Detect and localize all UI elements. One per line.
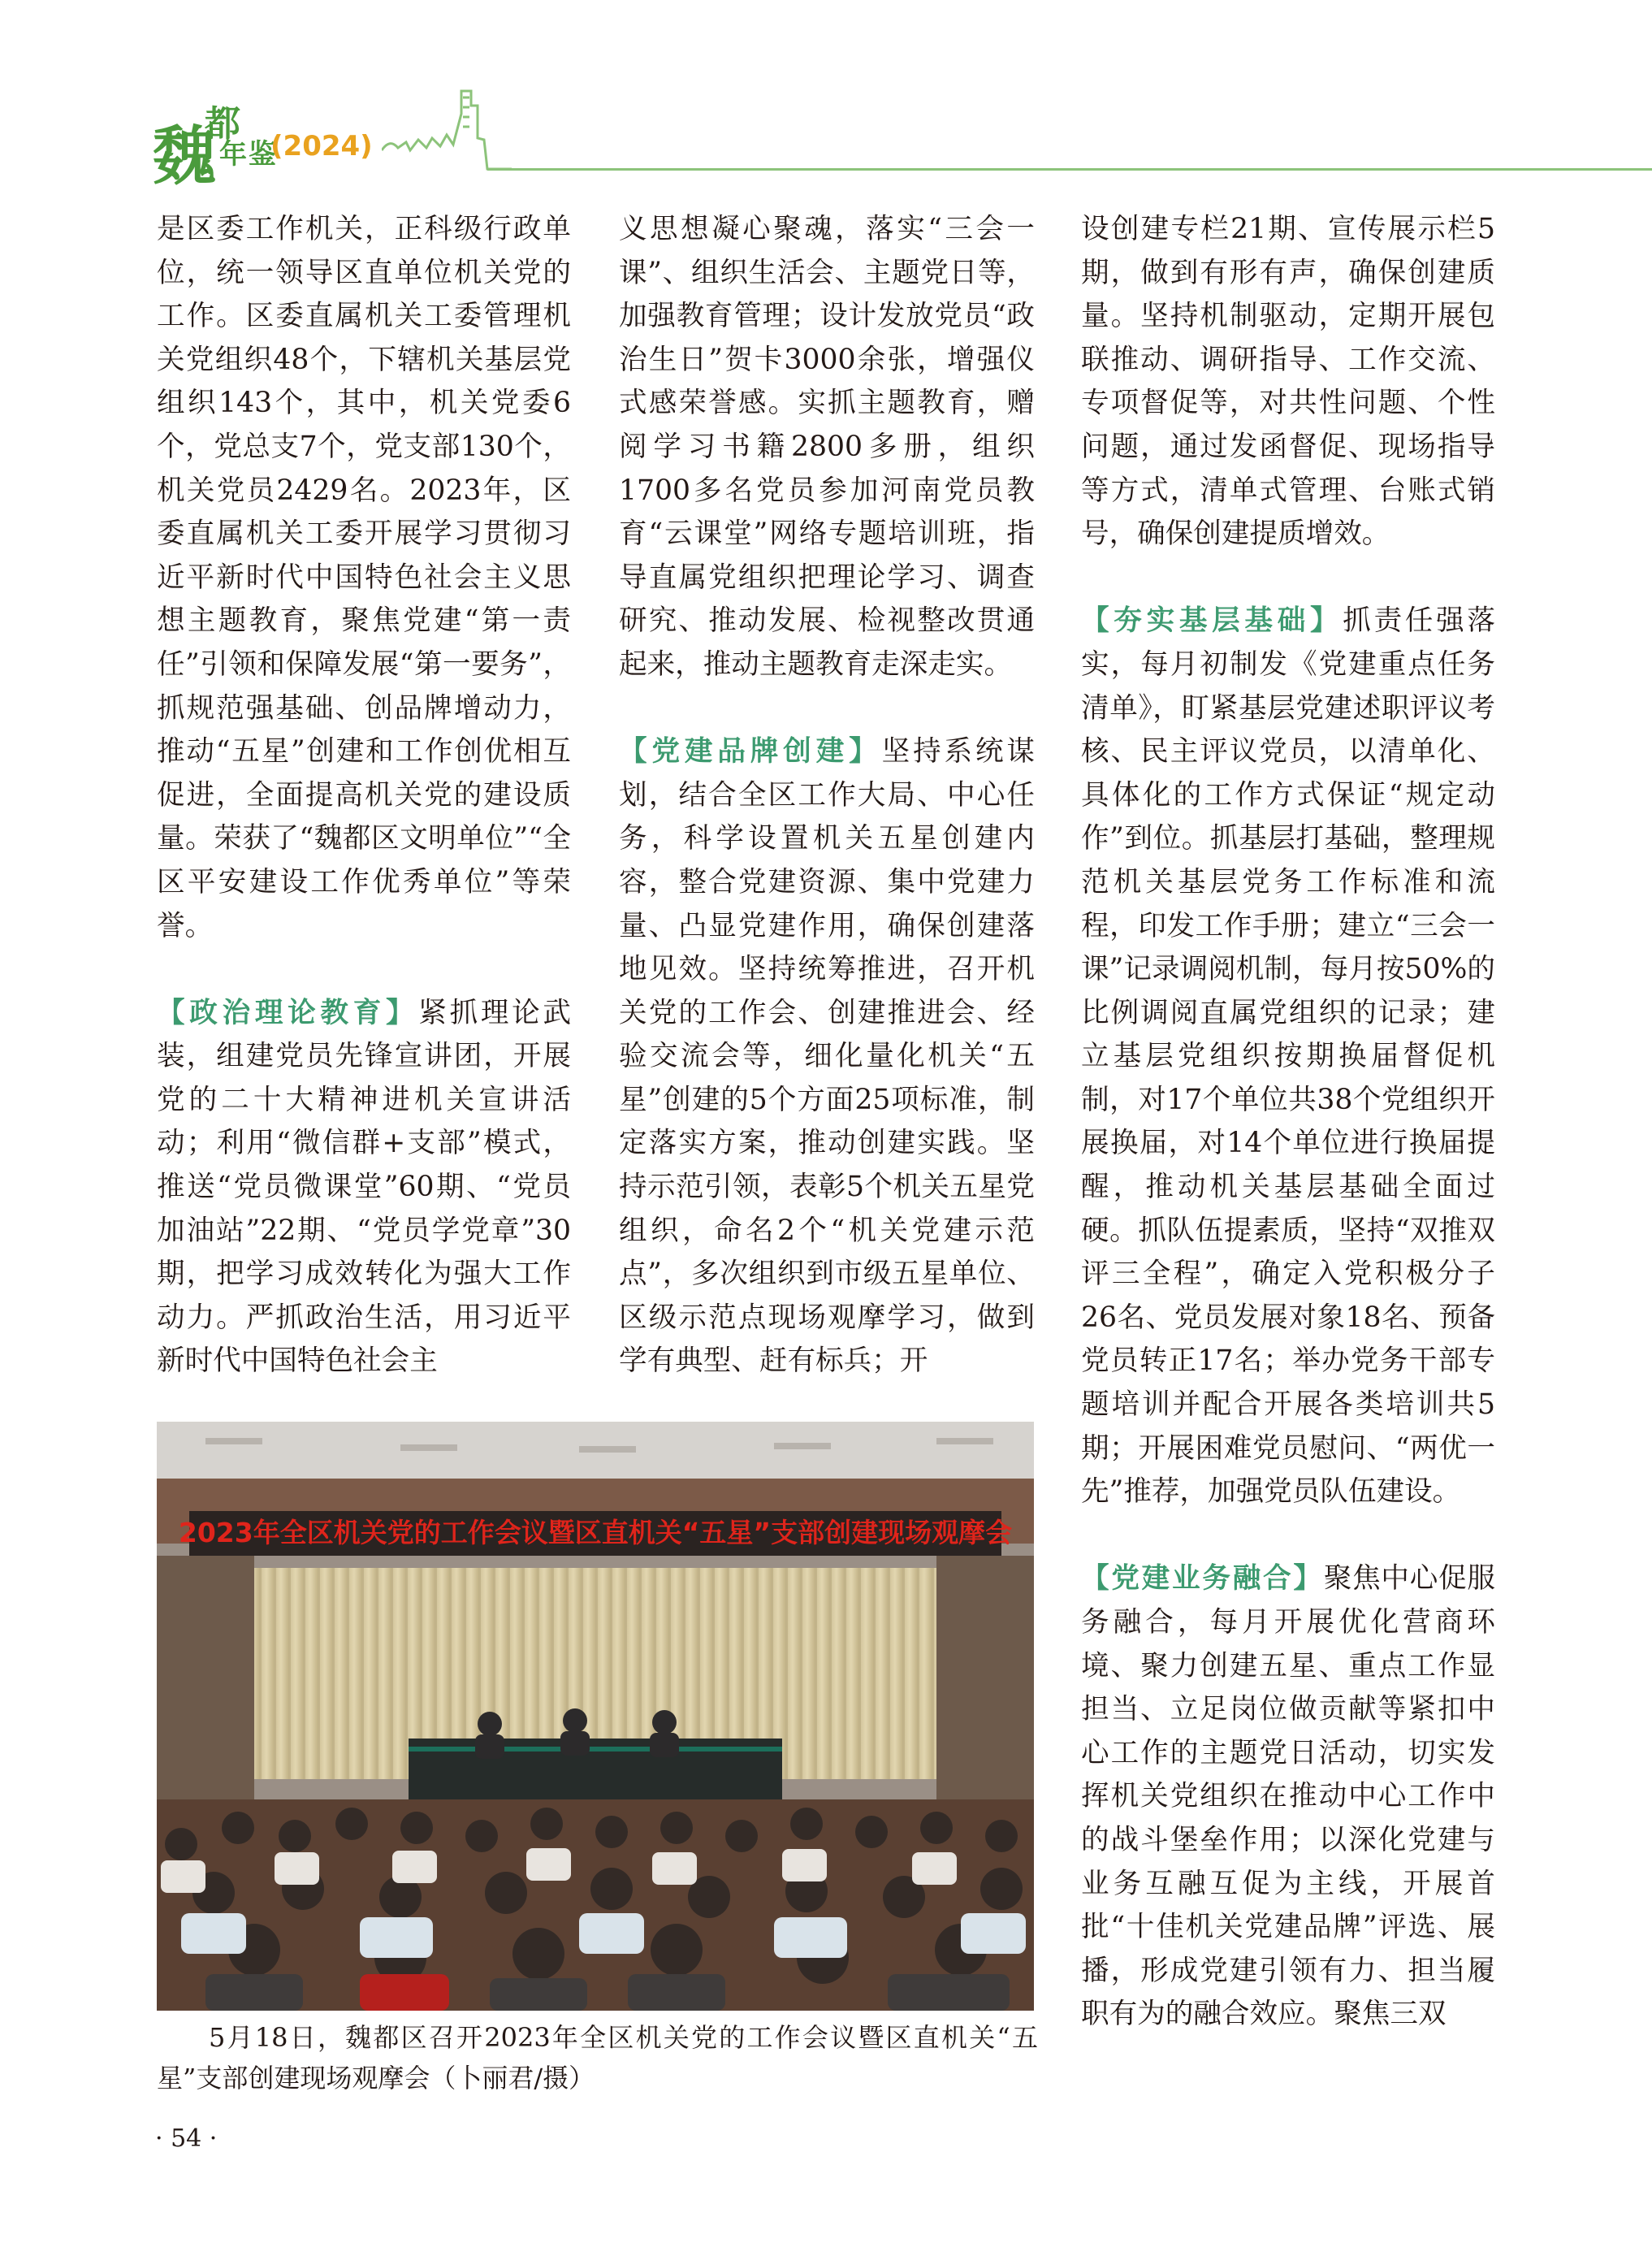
- banner-text: 2023年全区机关党的工作会议暨区直机关“五星”支部创建现场观摩会: [178, 1517, 1013, 1548]
- page-header: [0, 0, 1652, 195]
- logo-nianjian-text: 年鉴: [219, 138, 278, 171]
- paragraph-text: 聚焦中心促服务融合，每月开展优化营商环境、聚力创建五星、重点工作显担当、立足岗位做贡献等紧扣中心工作的主题党日活动，切实发挥机关党组织在推动中心工作中的战斗堡垒作用；以深化党建与业务互融互促为主线，开展首批“十佳机关党建品牌”评选、展播，形成党建引领有力、担当履职有为的融合效应。聚焦三双: [1081, 1562, 1496, 2031]
- page-number: · 54 ·: [155, 2124, 218, 2153]
- section-heading: 【夯实基层基础】: [1081, 604, 1343, 638]
- section-heading: 【党建品牌创建】: [619, 735, 882, 769]
- skyline-icon: [382, 81, 512, 172]
- paragraph-political-education: [157, 992, 571, 1383]
- paragraph-text: 坚持系统谋划，结合全区工作大局、中心任务，科学设置机关五星创建内容，整合党建资源、集中党建力量、凸显党建作用，确保创建落地见效。坚持统筹推进，召开机关党的工作会、创建推进会、经验交流会等，细化量化机关“五星”创建的5个方面25项标准，制定落实方案，推动创建实践。坚持示范引领，表彰5个机关五星党组织，命名2个“机关党建示范点”，多次组织到市级五星单位、区级示范点现场观摩学习，做到学有典型、赶有标兵；开: [619, 735, 1036, 1378]
- meeting-photo-drawing: [157, 1422, 1034, 2011]
- paragraph: 义思想凝心聚魂，落实“三会一课”、组织生活会、主题党日等，加强教育管理；设计发放党员“政治生日”贺卡3000余张，增强仪式感荣誉感。实抓主题教育，赠阅学习书籍2800多册，组织1700多名党员参加河南党员教育“云课堂”网络专题培训班，指导直属党组织把理论学习、调查研究、推动发展、检视整改贯通起来，推动主题教育走深走实。: [619, 213, 1035, 681]
- meeting-photo: [157, 1422, 1034, 2011]
- paragraph-brand-building: [619, 730, 1035, 1383]
- paragraph: 设创建专栏21期、宣传展示栏5期，做到有形有声，确保创建质量。坚持机制驱动，定期开展包联推动、调研指导、工作交流、专项督促等，对共性问题、个性问题，通过发函督促、现场指导等方式，清单式管理、台账式销号，确保创建提质增效。: [1081, 213, 1495, 551]
- photo-caption: 5月18日，魏都区召开2023年全区机关党的工作会议暨区直机关“五星”支部创建现场观摩会（卜丽君/摄）: [157, 2022, 1038, 2094]
- section-heading: 【政治理论教育】: [157, 996, 419, 1029]
- column-2: [619, 208, 1035, 1383]
- paragraph-grassroots: [1081, 600, 1495, 1513]
- paragraph-text: 紧抓理论武装，组建党员先锋宣讲团，开展党的二十大精神进机关宣讲活动；利用“微信群+支部”模式，推送“党员微课堂”60期、“党员加油站”22期、“党员学党章”30期，把学习成效转化为强大工作动力。严抓政治生活，用习近平新时代中国特色社会主: [157, 996, 571, 1378]
- column-3: [1081, 208, 1495, 2037]
- column-1: [157, 208, 571, 1383]
- header-divider: [487, 168, 1652, 171]
- logo-du-character: 都: [205, 103, 240, 145]
- logo-year-text: (2024): [270, 130, 373, 162]
- paragraph: 是区委工作机关，正科级行政单位，统一领导区直单位机关党的工作。区委直属机关工委管理机关党组织48个，下辖机关基层党组织143个，其中，机关党委6个，党总支7个，党支部130个，机关党员2429名。2023年，区委直属机关工委开展学习贯彻习近平新时代中国特色社会主义思想主题教育，聚焦党建“第一责任”引领和保障发展“第一要务”，抓规范强基础、创品牌增动力，推动“五星”创建和工作创优相互促进，全面提高机关党的建设质量。荣获了“魏都区文明单位”“全区平安建设工作优秀单位”等荣誉。: [157, 213, 571, 942]
- paragraph-integration: [1081, 1557, 1495, 2037]
- section-heading: 【党建业务融合】: [1081, 1562, 1324, 1596]
- paragraph-text: 抓责任强落实，每月初制发《党建重点任务清单》，盯紧基层党建述职评议考核、民主评议党员，以清单化、具体化的工作方式保证“规定动作”到位。抓基层打基础，整理规范机关基层党务工作标准和流程，印发工作手册；建立“三会一课”记录调阅机制，每月按50%的比例调阅直属党组织的记录；建立基层党组织按期换届督促机制，对17个单位共38个党组织开展换届，对14个单位进行换届提醒，推动机关基层基础全面过硬。抓队伍提素质，坚持“双推双评三全程”，确定入党积极分子26名、党员发展对象18名、预备党员转正17名；举办党务干部专题培训并配合开展各类培训共5期；开展困难党员慰问、“两优一先”推荐，加强党员队伍建设。: [1081, 604, 1495, 1509]
- logo-wei-character: 魏: [153, 119, 217, 193]
